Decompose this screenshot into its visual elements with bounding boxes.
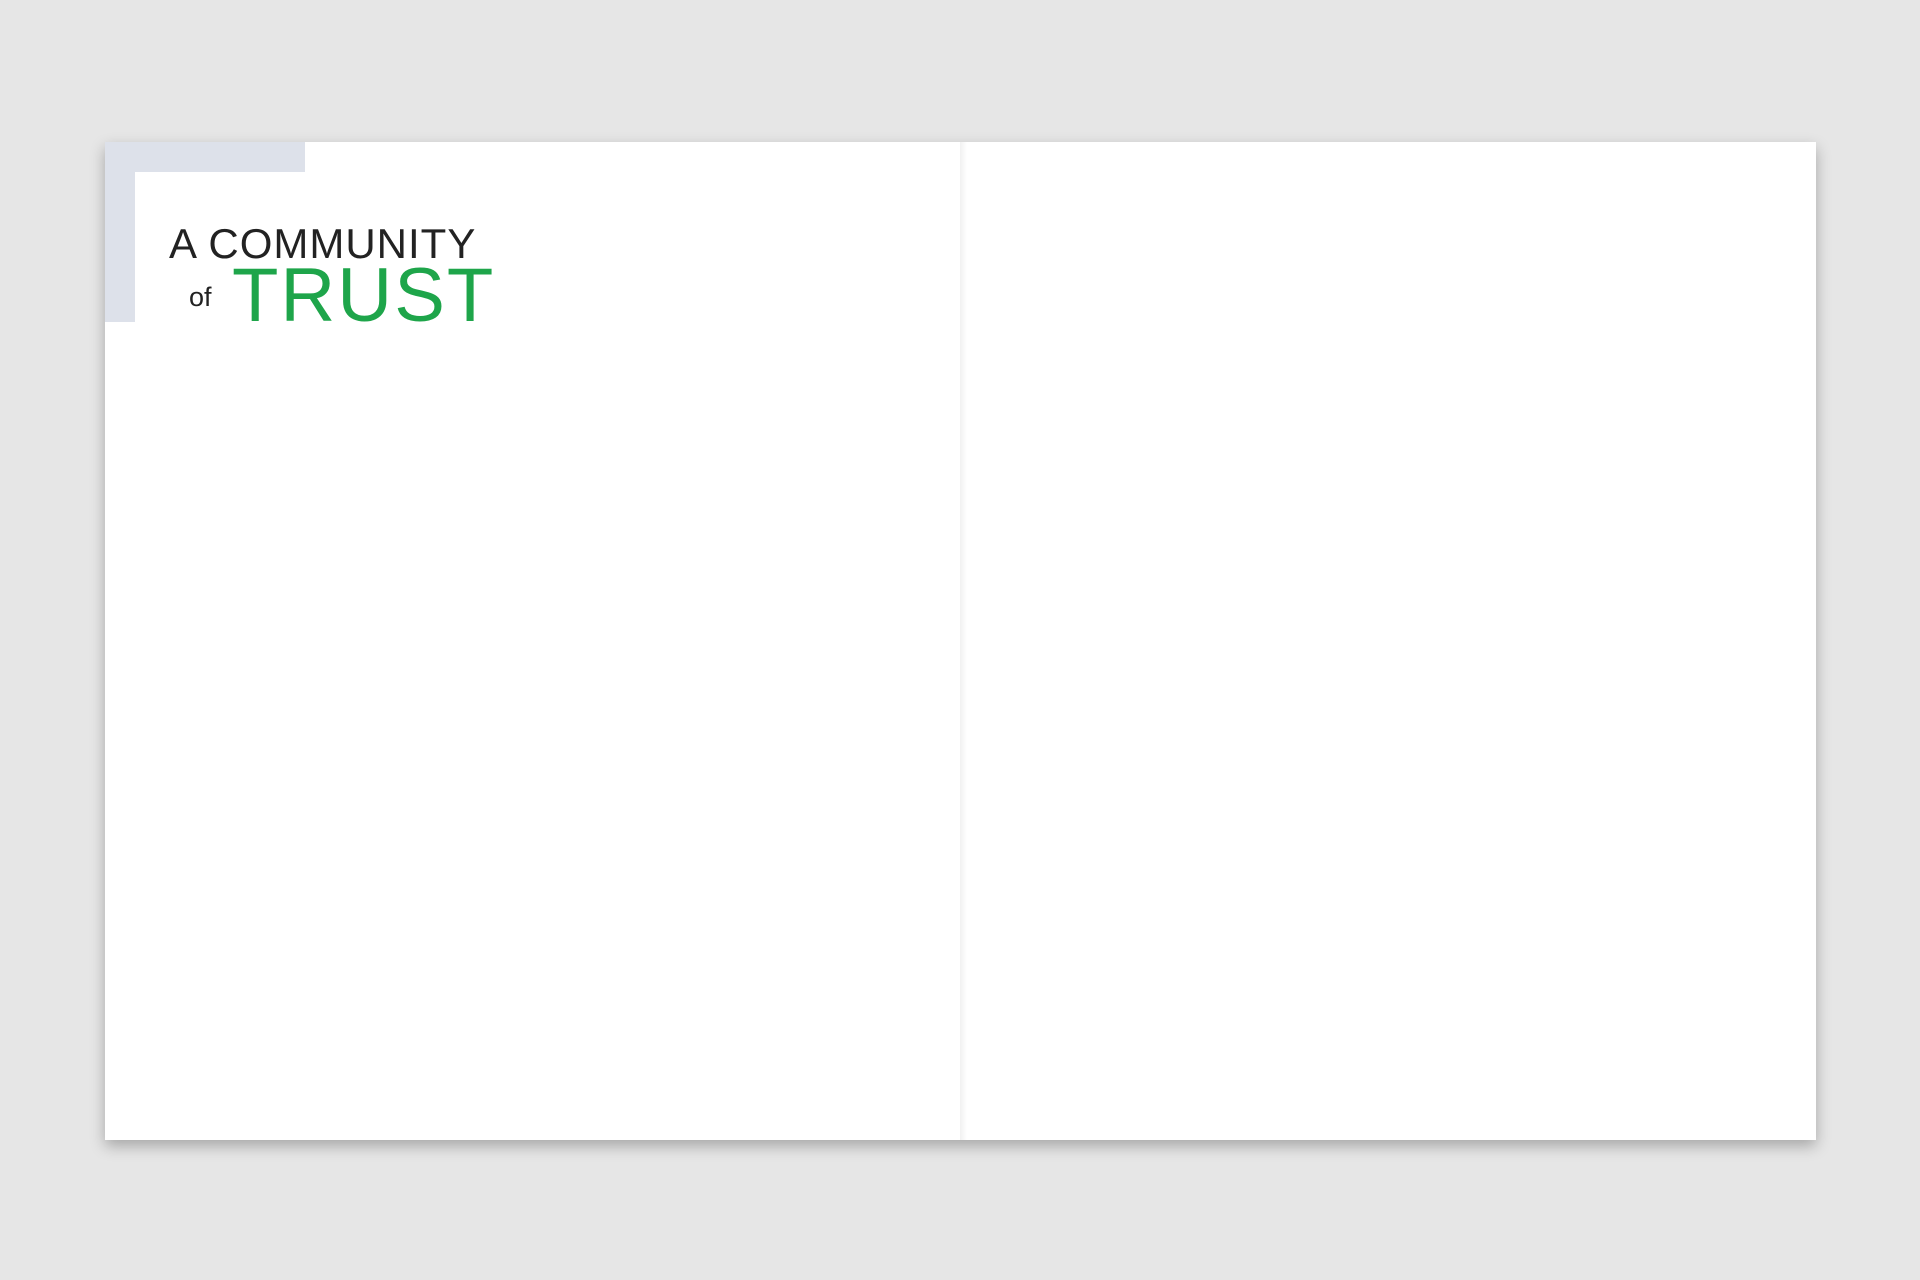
headline-trust: TRUST [232,253,496,338]
headline-of: of [189,282,212,312]
corner-tab-side [105,142,135,322]
magazine-spread [105,142,1816,1140]
page-gutter [960,142,970,1140]
headline-community: A COMMUNITY [169,220,477,267]
corner-tab [105,142,305,172]
